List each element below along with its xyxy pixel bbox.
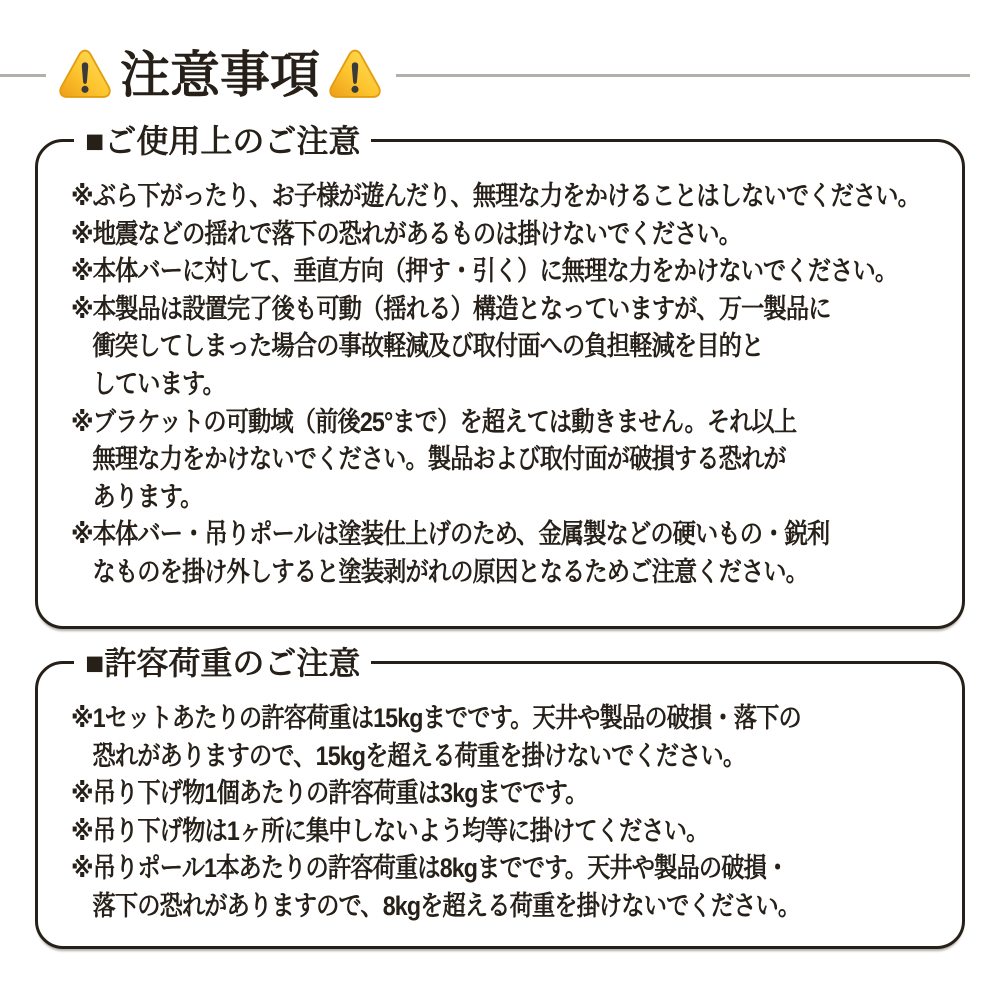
page-header: [0, 44, 970, 106]
notice-line: ※本体バーに対して、垂直方向（押す・引く）に無理な力をかけないでください。: [71, 256, 898, 287]
notice-line: ※本体バー・吊りポールは塗装仕上げのため、金属製などの硬いもの・鋭利: [71, 519, 830, 550]
allowable-load-body: [38, 664, 962, 926]
notice-line: あります。: [92, 481, 203, 512]
title-rule-left: [0, 74, 46, 77]
section-heading-text: ■許容荷重のご注意: [85, 645, 361, 681]
notice-line: ※本製品は設置完了後も可動（揺れる）構造となっていますが、万一製品に: [71, 293, 831, 324]
warning-triangle-icon: [58, 46, 112, 104]
notice-line: ※地震などの揺れで落下の恐れがあるものは掛けないでください。: [71, 218, 742, 249]
notice-line: ※吊り下げ物1個あたりの許容荷重は3kgまでです。: [71, 778, 588, 809]
notice-line: 落下の恐れがありますので、8kgを超える荷重を掛けないでください。: [92, 890, 801, 921]
usage-precautions-heading: [74, 120, 371, 162]
page-title: 注意事項: [120, 47, 320, 103]
warning-triangle-icon: [328, 46, 382, 104]
notice-line: ※1セットあたりの許容荷重は15kgまでです。天井や製品の破損・落下の: [71, 703, 801, 733]
notice-line: 恐れがありますので、15kgを超える荷重を掛けないでください。: [92, 740, 746, 771]
title-rule-right: [396, 74, 970, 77]
notice-line: ※ブラケットの可動域（前後25°まで）を超えては動きません。それ以上: [71, 406, 797, 437]
usage-precautions-body: [38, 142, 962, 592]
notice-line: ※吊り下げ物は1ヶ所に集中しないよう均等に掛けてください。: [71, 815, 709, 846]
notice-line: ※ぶら下がったり、お子様が遊んだり、無理な力をかけることはしないでください。: [71, 181, 921, 211]
notice-line: しています。: [92, 368, 225, 399]
allowable-load-heading: [74, 642, 371, 684]
notice-line: なものを掛け外しすると塗装剥がれの原因となるためご注意ください。: [92, 556, 809, 587]
notice-line: 衝突してしまった場合の事故軽減及び取付面への負担軽減を目的と: [92, 331, 764, 362]
section-heading-text: ■ご使用上のご注意: [85, 123, 361, 159]
usage-precautions-box: [35, 123, 965, 629]
notice-line: 無理な力をかけないでください。製品および取付面が破損する恐れが: [92, 444, 786, 475]
notice-line: ※吊りポール1本あたりの許容荷重は8kgまでです。天井や製品の破損・: [71, 853, 789, 884]
allowable-load-box: [35, 645, 965, 949]
